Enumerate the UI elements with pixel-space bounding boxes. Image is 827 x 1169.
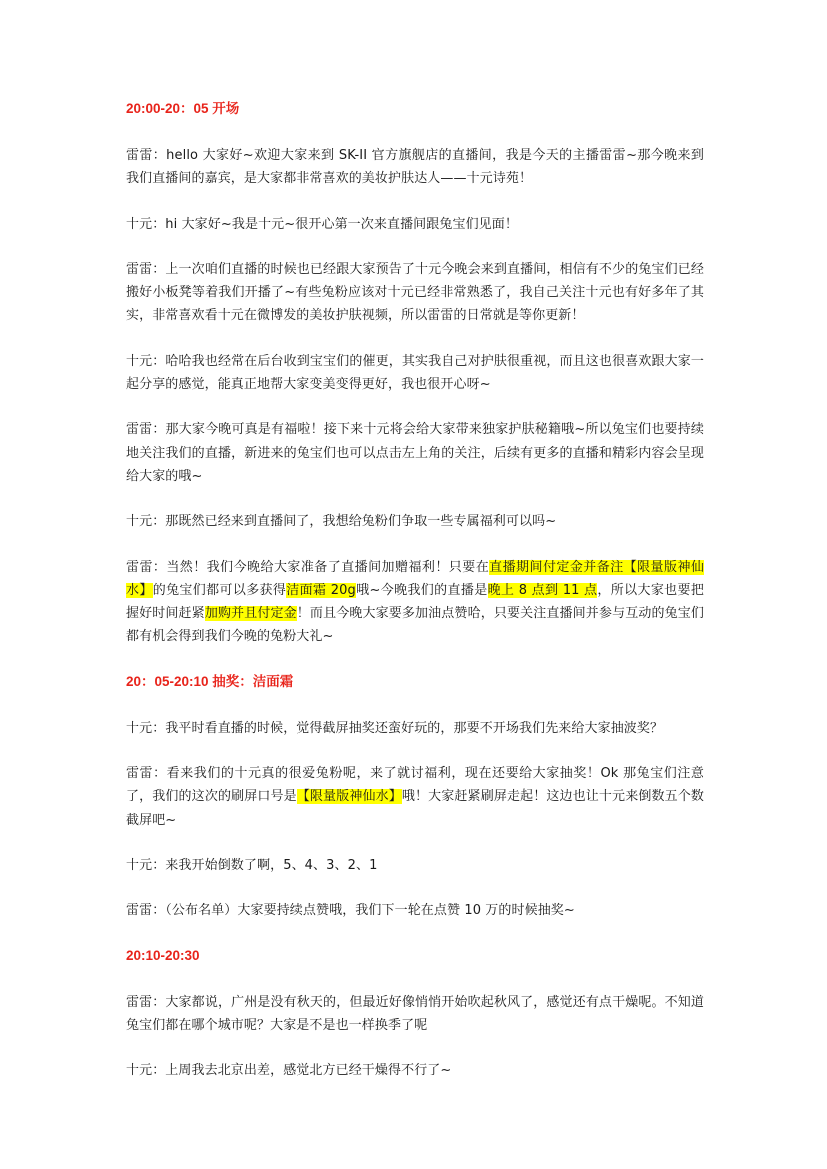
script-content [126,98,704,1104]
dialogue-paragraph [126,762,704,832]
paragraph-text: 雷雷：大家都说，广州是没有秋天的，但最近好像悄悄开始吹起秋风了，感觉还有点干燥呢。不知道兔宝们都在哪个城市呢？大家是不是也一样换季了呢 [126,994,704,1033]
paragraph-text: 十元：那既然已经来到直播间了，我想给兔粉们争取一些专属福利可以吗~ [126,514,557,530]
highlighted-text: 洁面霜 20g [286,582,356,598]
paragraph-text: 十元：上周我去北京出差，感觉北方已经干燥得不行了~ [126,1063,452,1079]
dialogue-paragraph [126,1059,704,1082]
paragraph-text: 雷雷：那大家今晚可真是有福啦！接下来十元将会给大家带来独家护肤秘籍哦~所以兔宝们也要持续地关注我们的直播，新进来的兔宝们也可以点击左上角的关注，后续有更多的直播和精彩内容会呈现给大家的哦~ [126,422,704,484]
highlighted-text: 【限量版神仙水】 [296,789,402,805]
dialogue-paragraph [126,350,704,397]
dialogue-paragraph [126,510,704,533]
dialogue-paragraph [126,991,704,1038]
paragraph-text: 十元：hi 大家好~我是十元~很开心第一次来直播间跟兔宝们见面！ [126,216,518,232]
dialogue-paragraph [126,556,704,649]
paragraph-text: 哦~今晚我们的直播是 [355,582,488,598]
dialogue-paragraph [126,854,704,877]
paragraph-text: 的兔宝们都可以多获得 [152,582,287,598]
section-heading: 20:00-20：05 开场 [126,101,240,116]
dialogue-paragraph [126,899,704,922]
paragraph-text: 哦！大家赶紧刷屏走起！这边也让十元来倒数五个数截屏吧~ [126,789,704,828]
dialogue-paragraph [126,258,704,328]
paragraph-text: 雷雷：hello 大家好~欢迎大家来到 SK-II 官方旗舰店的直播间，我是今天的主播雷雷~那今晚来到我们直播间的嘉宾，是大家都非常喜欢的美妆护肤达人——十元诗苑！ [126,148,704,187]
paragraph-text: 雷雷：上一次咱们直播的时候也已经跟大家预告了十元今晚会来到直播间，相信有不少的兔宝们已经搬好小板凳等着我们开播了~有些兔粉应该对十元已经非常熟悉了，我自己关注十元也有好多年了其实，非常喜欢看十元在微博发的美妆护肤视频，所以雷雷的日常就是等你更新！ [126,261,704,324]
dialogue-paragraph [126,418,704,488]
highlighted-text: 直播期间付定金并备注【限量版神仙水】 [126,559,705,598]
dialogue-paragraph [126,717,704,740]
highlighted-text: 晚上 8 点到 11 点 [487,582,598,598]
paragraph-text: 十元：哈哈我也经常在后台收到宝宝们的催更，其实我自己对护肤很重视，而且这也很喜欢跟大家一起分享的感觉，能真正地帮大家变美变得更好，我也很开心呀~ [126,353,704,393]
paragraph-text: 雷雷：当然！我们今晚给大家准备了直播间加赠福利！只要在 [126,559,490,575]
section-heading: 20：05-20:10 抽奖：洁面霜 [126,673,294,689]
paragraph-text: ！而且今晚大家要多加油点赞哈，只要关注直播间并参与互动的兔宝们都有机会得到我们今晚的兔粉大礼~ [126,606,704,645]
dialogue-paragraph [126,144,704,191]
paragraph-text: ，所以大家也要把握好时间赶紧 [126,582,704,622]
highlighted-text: 加购并且付定金 [204,606,297,622]
paragraph-text: 雷雷：（公布名单）大家要持续点赞哦，我们下一轮在点赞 10 万的时候抽奖~ [126,903,575,919]
dialogue-paragraph [126,213,704,236]
paragraph-text: 十元：来我开始倒数了啊，5、4、3、2、1 [126,857,378,873]
paragraph-text: 雷雷：看来我们的十元真的很爱兔粉呢，来了就讨福利，现在还要给大家抽奖！Ok 那兔宝们注意了，我们的这次的刷屏口号是 [126,766,704,805]
section-heading: 20:10-20:30 [126,947,200,963]
paragraph-text: 十元：我平时看直播的时候，觉得截屏抽奖还蛮好玩的，那要不开场我们先来给大家抽波奖？ [126,720,664,736]
